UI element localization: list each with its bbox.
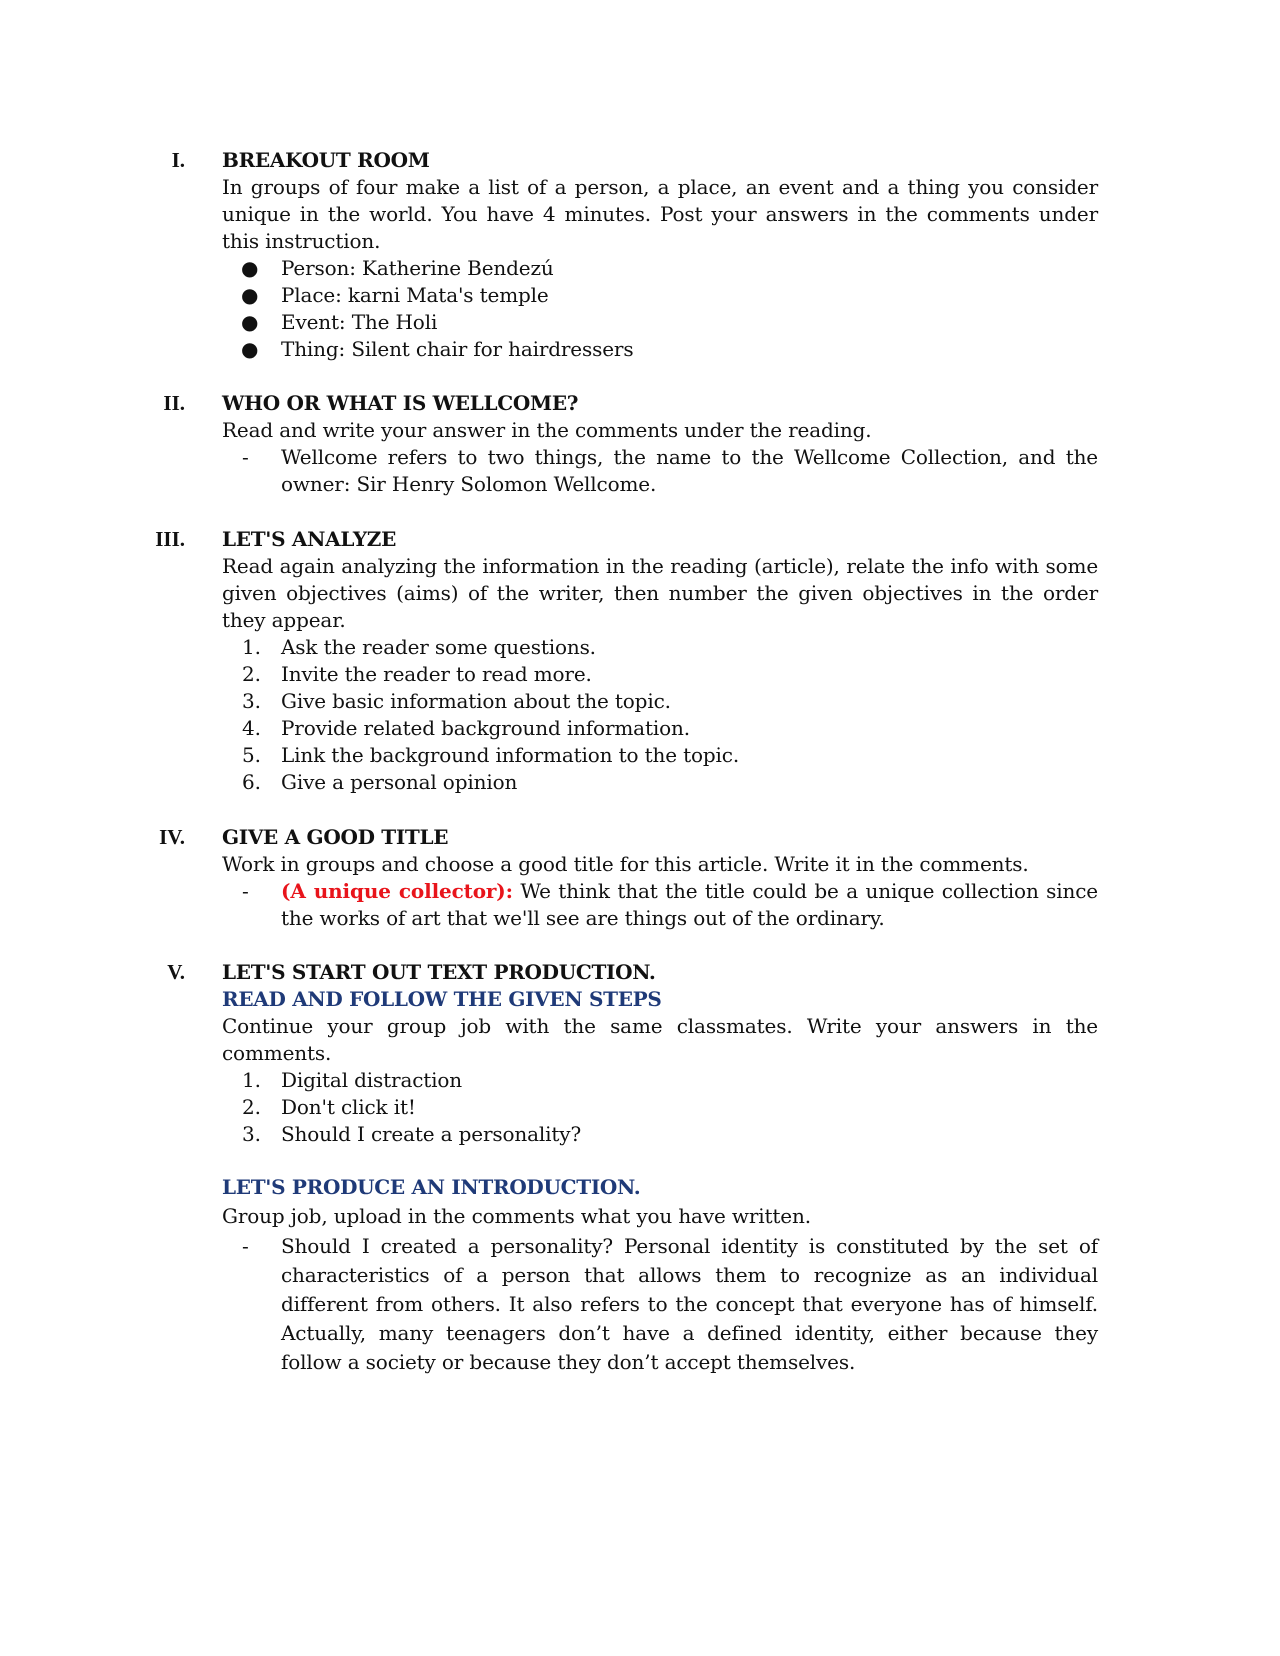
dash-list bbox=[222, 1232, 1098, 1377]
list-item: ● Event: The Holi bbox=[241, 310, 438, 334]
list-item: 5. Link the background information to the topic. bbox=[242, 743, 740, 767]
section-numeral: II. bbox=[163, 391, 185, 415]
dash-marker: - bbox=[242, 445, 249, 469]
section-paragraph-introduction: Group job, upload in the comments what you have written. bbox=[222, 1204, 811, 1228]
section-subheading: READ AND FOLLOW THE GIVEN STEPS bbox=[222, 987, 662, 1011]
list-item: ● Place: karni Mata's temple bbox=[241, 283, 549, 307]
section-heading: WHO OR WHAT IS WELLCOME? bbox=[222, 391, 579, 415]
list-item: 3. Should I create a personality? bbox=[242, 1122, 582, 1146]
dash-list bbox=[222, 444, 1098, 498]
bullet-list bbox=[222, 255, 1098, 363]
section-paragraph: Continue your group job with the same classmates. Write your answers in the comments. bbox=[222, 1014, 1098, 1065]
section-body bbox=[222, 526, 1098, 796]
section-heading: LET'S START OUT TEXT PRODUCTION. bbox=[222, 960, 656, 984]
list-item: - Should I created a personality? Personal identity is constituted by the set of characteristics of a person that allows them to recognize as an individual different from others. It also refers to the concept that everyone has of himself. Actually, many teenagers don’t have a defined identity, either because they follow a society or because they don’t accept themselves. bbox=[242, 1234, 1098, 1374]
list-item: 4. Provide related background information. bbox=[242, 716, 690, 740]
title-answer-highlight: (A unique collector): bbox=[281, 879, 513, 903]
section-numeral: I. bbox=[171, 148, 185, 172]
section-body bbox=[222, 390, 1098, 498]
list-item: 2. Invite the reader to read more. bbox=[242, 662, 592, 686]
list-item: 1. Digital distraction bbox=[242, 1068, 463, 1092]
bullet-icon: ● bbox=[241, 283, 259, 307]
dash-marker: - bbox=[242, 1234, 249, 1258]
section-paragraph: Read again analyzing the information in the reading (article), relate the info with some given objectives (aims) of the writer, then number the given objectives in the order they appear. bbox=[222, 554, 1098, 632]
numbered-list bbox=[222, 634, 1098, 796]
section-subheading-introduction: LET'S PRODUCE AN INTRODUCTION. bbox=[222, 1175, 641, 1199]
list-item: ● Thing: Silent chair for hairdressers bbox=[241, 337, 634, 361]
section-numeral: IV. bbox=[159, 825, 185, 849]
list-item: ● Person: Katherine Bendezú bbox=[241, 256, 554, 280]
dash-marker: - bbox=[242, 879, 249, 903]
bullet-icon: ● bbox=[241, 337, 259, 361]
section-body bbox=[222, 959, 1098, 1377]
list-item: 6. Give a personal opinion bbox=[242, 770, 518, 794]
section-paragraph: Read and write your answer in the comments under the reading. bbox=[222, 418, 872, 442]
section-numeral: V. bbox=[167, 960, 185, 984]
list-item: 3. Give basic information about the topic. bbox=[242, 689, 671, 713]
list-item: 2. Don't click it! bbox=[242, 1095, 416, 1119]
numbered-list bbox=[222, 1067, 1098, 1148]
dash-list bbox=[222, 878, 1098, 932]
list-item bbox=[222, 878, 1098, 932]
bullet-icon: ● bbox=[241, 256, 259, 280]
section-paragraph: In groups of four make a list of a person, a place, an event and a thing you consider unique in the world. You have 4 minutes. Post your answers in the comments under this instruction. bbox=[222, 175, 1098, 253]
list-item: 1. Ask the reader some questions. bbox=[242, 635, 596, 659]
section-heading: GIVE A GOOD TITLE bbox=[222, 825, 449, 849]
bullet-icon: ● bbox=[241, 310, 259, 334]
title-answer-text: We think that the title could be a unique collection since the works of art that we'll see are things out of the ordinary. bbox=[281, 879, 1098, 930]
section-numeral: III. bbox=[155, 527, 185, 551]
list-item: - Wellcome refers to two things, the name to the Wellcome Collection, and the owner: Sir Henry Solomon Wellcome. bbox=[242, 445, 1098, 496]
section-heading: BREAKOUT ROOM bbox=[222, 148, 430, 172]
section-body bbox=[222, 147, 1098, 363]
section-heading: LET'S ANALYZE bbox=[222, 527, 397, 551]
section-paragraph: Work in groups and choose a good title for this article. Write it in the comments. bbox=[222, 852, 1029, 876]
section-body bbox=[222, 824, 1098, 932]
